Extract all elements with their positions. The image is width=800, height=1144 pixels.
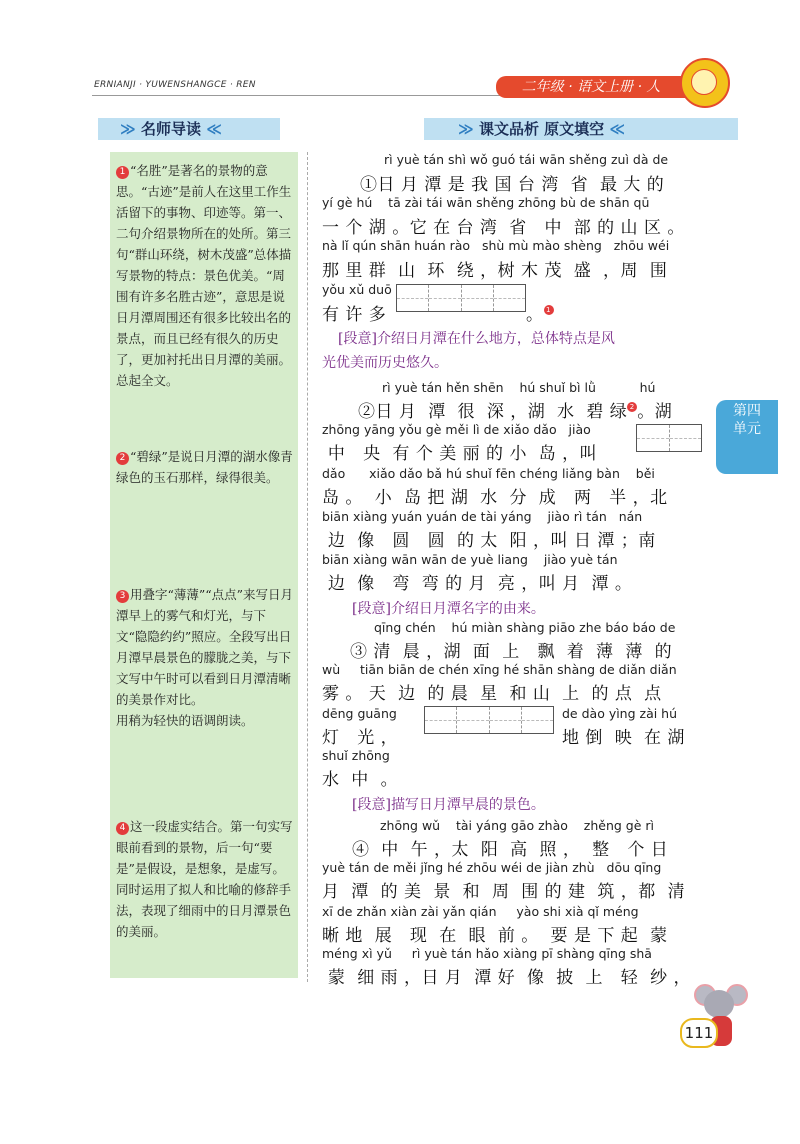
text-line: 晰 地 展 现 在 眼 前 。 要 是 下 起 蒙 [322,926,668,946]
text-line-end: 。 1 [526,300,554,325]
text-line: 岛 。 小 岛 把 湖 水 分 成 两 半 ，北 [322,488,668,508]
pinyin-line: zhōng wǔ tài yáng gāo zhào zhěng gè rì [380,818,655,833]
note-3 [116,584,294,731]
text-line: 水 中 。 [322,770,399,790]
text-line: 蒙 细 雨 ，日 月 潭 好 像 披 上 轻 纱 ， [322,968,691,988]
text-line: 一 个 湖 。它 在 台 湾 省 中 部 的 山 区 。 [322,218,685,238]
text-line: 中 央 有 个 美 丽 的 小 岛 ，叫 [322,444,598,464]
fill-in-boxes-2[interactable] [636,424,702,452]
pinyin-line: xī de zhǎn xiàn zài yǎn qián yào shi xià qǐ méng [322,904,639,919]
text-line: 月 潭 的 美 景 和 周 围 的 建 筑 ，都 清 [322,882,686,902]
pinyin-line: yǒu xǔ duō [322,282,392,297]
text-line: 有 许 多 [322,305,387,325]
reading-tip: 用稍为轻快的语调朗读。 [116,713,254,728]
pinyin-line: de dào yìng zài hú [562,706,678,721]
section-heading-guide [98,118,280,140]
annotation-marker: 1 [544,305,554,315]
page-number: 111 [680,1018,718,1048]
pinyin-line: nà lǐ qún shān huán rào shù mù mào shèng zhōu wéi [322,238,670,253]
note-text: “碧绿”是说日月潭的湖水像青绿色的玉石那样，绿得很美。 [116,449,293,485]
note-number-badge: 4 [116,822,129,835]
pinyin-line: shuǐ zhōng [322,748,390,763]
chevron-left-icon: ≪ [609,120,626,138]
text-line: 那 里 群 山 环 绕 ，树 木 茂 盛 ，周 围 [322,261,668,281]
unit-tab-line1: 第四 [733,403,761,419]
paragraph-summary-1-cont: 光优美而历史悠久。 [322,355,448,371]
text-line: 灯 光 ， [322,728,399,748]
note-text: 这一段虚实结合。第一句实写眼前看到的景物，后一句“要是”是假设，是想象，是虚写。同时运用了拟人和比喻的修辞手法，表现了细雨中的日月潭景色的美丽。 [116,819,293,939]
pinyin-line: méng xì yǔ rì yuè tán hǎo xiàng pī shàng qīng shā [322,946,652,961]
text-line: 边 像 弯 弯 的 月 亮 ，叫 月 潭 。 [322,574,633,594]
pinyin-line: dǎo xiǎo dǎo bǎ hú shuǐ fēn chéng liǎng bàn běi [322,466,655,481]
note-1 [116,160,294,391]
pinyin-line: yuè tán de měi jǐng hé zhōu wéi de jiàn zhù dōu qīng [322,860,662,875]
pinyin-line: qīng chén hú miàn shàng piāo zhe báo báo de [374,620,676,635]
section-title-guide: 名师导读 [140,120,201,138]
note-text: 用叠字“薄薄”“点点”来写日月潭早上的雾气和灯光，与下文“隐隐约约”照应。全段写出日月潭早晨景色的朦胧之美，与下文写中午时可以看到日月潭清晰的美景作对比。 [116,587,294,707]
text-line: 雾 。 天 边 的 晨 星 和 山 上 的 点 点 [322,684,662,704]
fill-in-boxes-3[interactable] [424,706,554,734]
section-heading-analysis [424,118,738,140]
publisher-logo-inner [691,69,717,95]
note-text: “名胜”是著名的景物的意思。“古迹”是前人在这里工作生活留下的事物、印迹等。第一、二句介绍景物所在的处所。第三句“群山环绕，树木茂盛”总体描写景物的特点：景色优美。“周围有许多名胜古迹”，意思是说日月潭周围还有很多比较出名的景点，而且已经有很久的历史了，更加衬托出日月潭的美丽。总起全文。 [116,163,292,388]
grade-badge: 二年级 · 语文上册 · 人 [496,76,686,98]
pinyin-line: rì yuè tán shì wǒ guó tái wān shěng zuì dà de [384,152,669,167]
annotation-marker: 2 [627,402,637,412]
text-line: ①日 月 潭 是 我 国 台 湾 省 最 大 的 [360,175,665,195]
paragraph-summary-1: [段意]介绍日月潭在什么地方，总体特点是风 [338,331,615,347]
pinyin-line: dēng guāng [322,706,397,721]
note-number-badge: 2 [116,452,129,465]
pinyin-line: biān xiàng wān wān de yuè liang jiào yuè tán [322,552,618,567]
chevron-right-icon: ≫ [120,120,136,138]
series-label: ERNIANJI · YUWENSHANGCE · REN [94,80,256,90]
pinyin-line: rì yuè tán hěn shēn hú shuǐ bì lǜ hú [382,380,656,395]
chevron-left-icon: ≪ [206,120,222,138]
pinyin-line: yí gè hú tā zài tái wān shěng zhōng bù de shān qū [322,195,650,210]
pinyin-line: biān xiàng yuán yuán de tài yáng jiào rì tán nán [322,509,643,524]
note-number-badge: 1 [116,166,129,179]
mascot-mouse-icon [704,990,734,1018]
section-title-analysis: 课文品析 原文填空 [478,120,605,138]
note-number-badge: 3 [116,590,129,603]
note-2 [116,446,294,488]
unit-tab-line2: 单元 [733,421,761,437]
paragraph-summary-2: [段意]介绍日月潭名字的由来。 [352,601,545,617]
text-line: ②日 月 潭 很 深 ，湖 水 碧 绿 2 。湖 [358,402,673,422]
paragraph-summary-3: [段意]描写日月潭早晨的景色。 [352,797,545,813]
text-line: ③ 清 晨 ，湖 面 上 飘 着 薄 薄 的 [350,642,673,662]
column-divider [307,152,308,982]
fill-in-boxes-1[interactable] [396,284,526,312]
note-4 [116,816,294,942]
text-line: 边 像 圆 圆 的 太 阳 ，叫 日 潭 ；南 [322,531,656,551]
unit-tab[interactable] [716,400,778,474]
chevron-right-icon: ≫ [458,120,474,138]
pinyin-line: zhōng yāng yǒu gè měi lì de xiǎo dǎo jiào [322,422,591,437]
text-line: 地 倒 映 在 湖 [562,728,685,748]
text-line: ④ 中 午 ，太 阳 高 照 ， 整 个 日 [352,840,669,860]
pinyin-line: wù tiān biān de chén xīng hé shān shàng de diǎn diǎn [322,662,677,677]
